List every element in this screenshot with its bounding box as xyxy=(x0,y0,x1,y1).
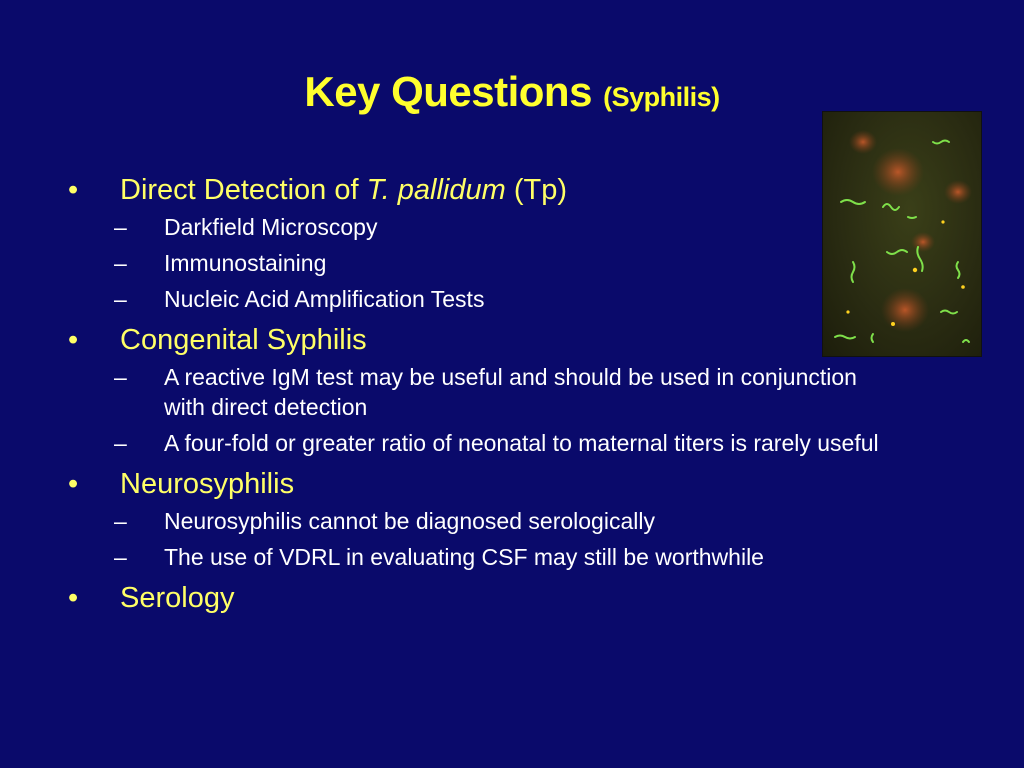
bullet-text-italic: T. pallidum xyxy=(366,174,506,206)
sub-bullet-item xyxy=(64,212,944,242)
bullet-marker: • xyxy=(68,582,79,614)
sub-bullet-marker: – xyxy=(114,508,127,534)
bullet-item xyxy=(64,320,944,360)
sub-bullet-text: The use of VDRL in evaluating CSF may still be worthwhile xyxy=(164,544,764,570)
bullet-item xyxy=(64,464,944,504)
sub-bullet-item xyxy=(64,362,904,422)
sub-bullet-item xyxy=(64,428,904,458)
slide-title xyxy=(0,68,1024,116)
sub-bullet-item xyxy=(64,506,944,536)
sub-bullet-item xyxy=(64,248,944,278)
sub-bullet-text: A reactive IgM test may be useful and should be used in conjunction with direct detection xyxy=(164,364,857,420)
sub-bullet-item xyxy=(64,284,944,314)
bullet-item xyxy=(64,170,944,210)
sub-bullet-marker: – xyxy=(114,544,127,570)
bullet-text: (Tp) xyxy=(505,174,567,206)
microscopy-image-art xyxy=(823,112,981,356)
title-sub: (Syphilis) xyxy=(603,82,720,112)
bullet-marker: • xyxy=(68,174,79,206)
sub-bullet-marker: – xyxy=(114,364,127,390)
sub-bullet-text: A four-fold or greater ratio of neonatal to maternal titers is rarely useful xyxy=(164,430,879,456)
sub-bullet-text: Neurosyphilis cannot be diagnosed serologically xyxy=(164,508,655,534)
darkfield-microscopy-image xyxy=(822,111,982,357)
bullet-marker: • xyxy=(68,324,79,356)
sub-bullet-text: Immunostaining xyxy=(164,250,327,276)
sub-bullet-marker: – xyxy=(114,214,127,240)
title-main: Key Questions xyxy=(304,68,592,115)
bullet-text: Neurosyphilis xyxy=(120,468,295,500)
sub-bullet-text: Nucleic Acid Amplification Tests xyxy=(164,286,485,312)
bullet-text: Direct Detection of xyxy=(120,174,367,206)
sub-bullet-marker: – xyxy=(114,250,127,276)
bullet-item xyxy=(64,578,944,618)
sub-bullet-item xyxy=(64,542,944,572)
bullet-marker: • xyxy=(68,468,79,500)
sub-bullet-marker: – xyxy=(114,430,127,456)
sub-bullet-marker: – xyxy=(114,286,127,312)
bullet-text: Congenital Syphilis xyxy=(120,324,367,356)
bullet-text: Serology xyxy=(120,582,235,614)
bullet-list xyxy=(64,170,944,618)
sub-bullet-text: Darkfield Microscopy xyxy=(164,214,378,240)
